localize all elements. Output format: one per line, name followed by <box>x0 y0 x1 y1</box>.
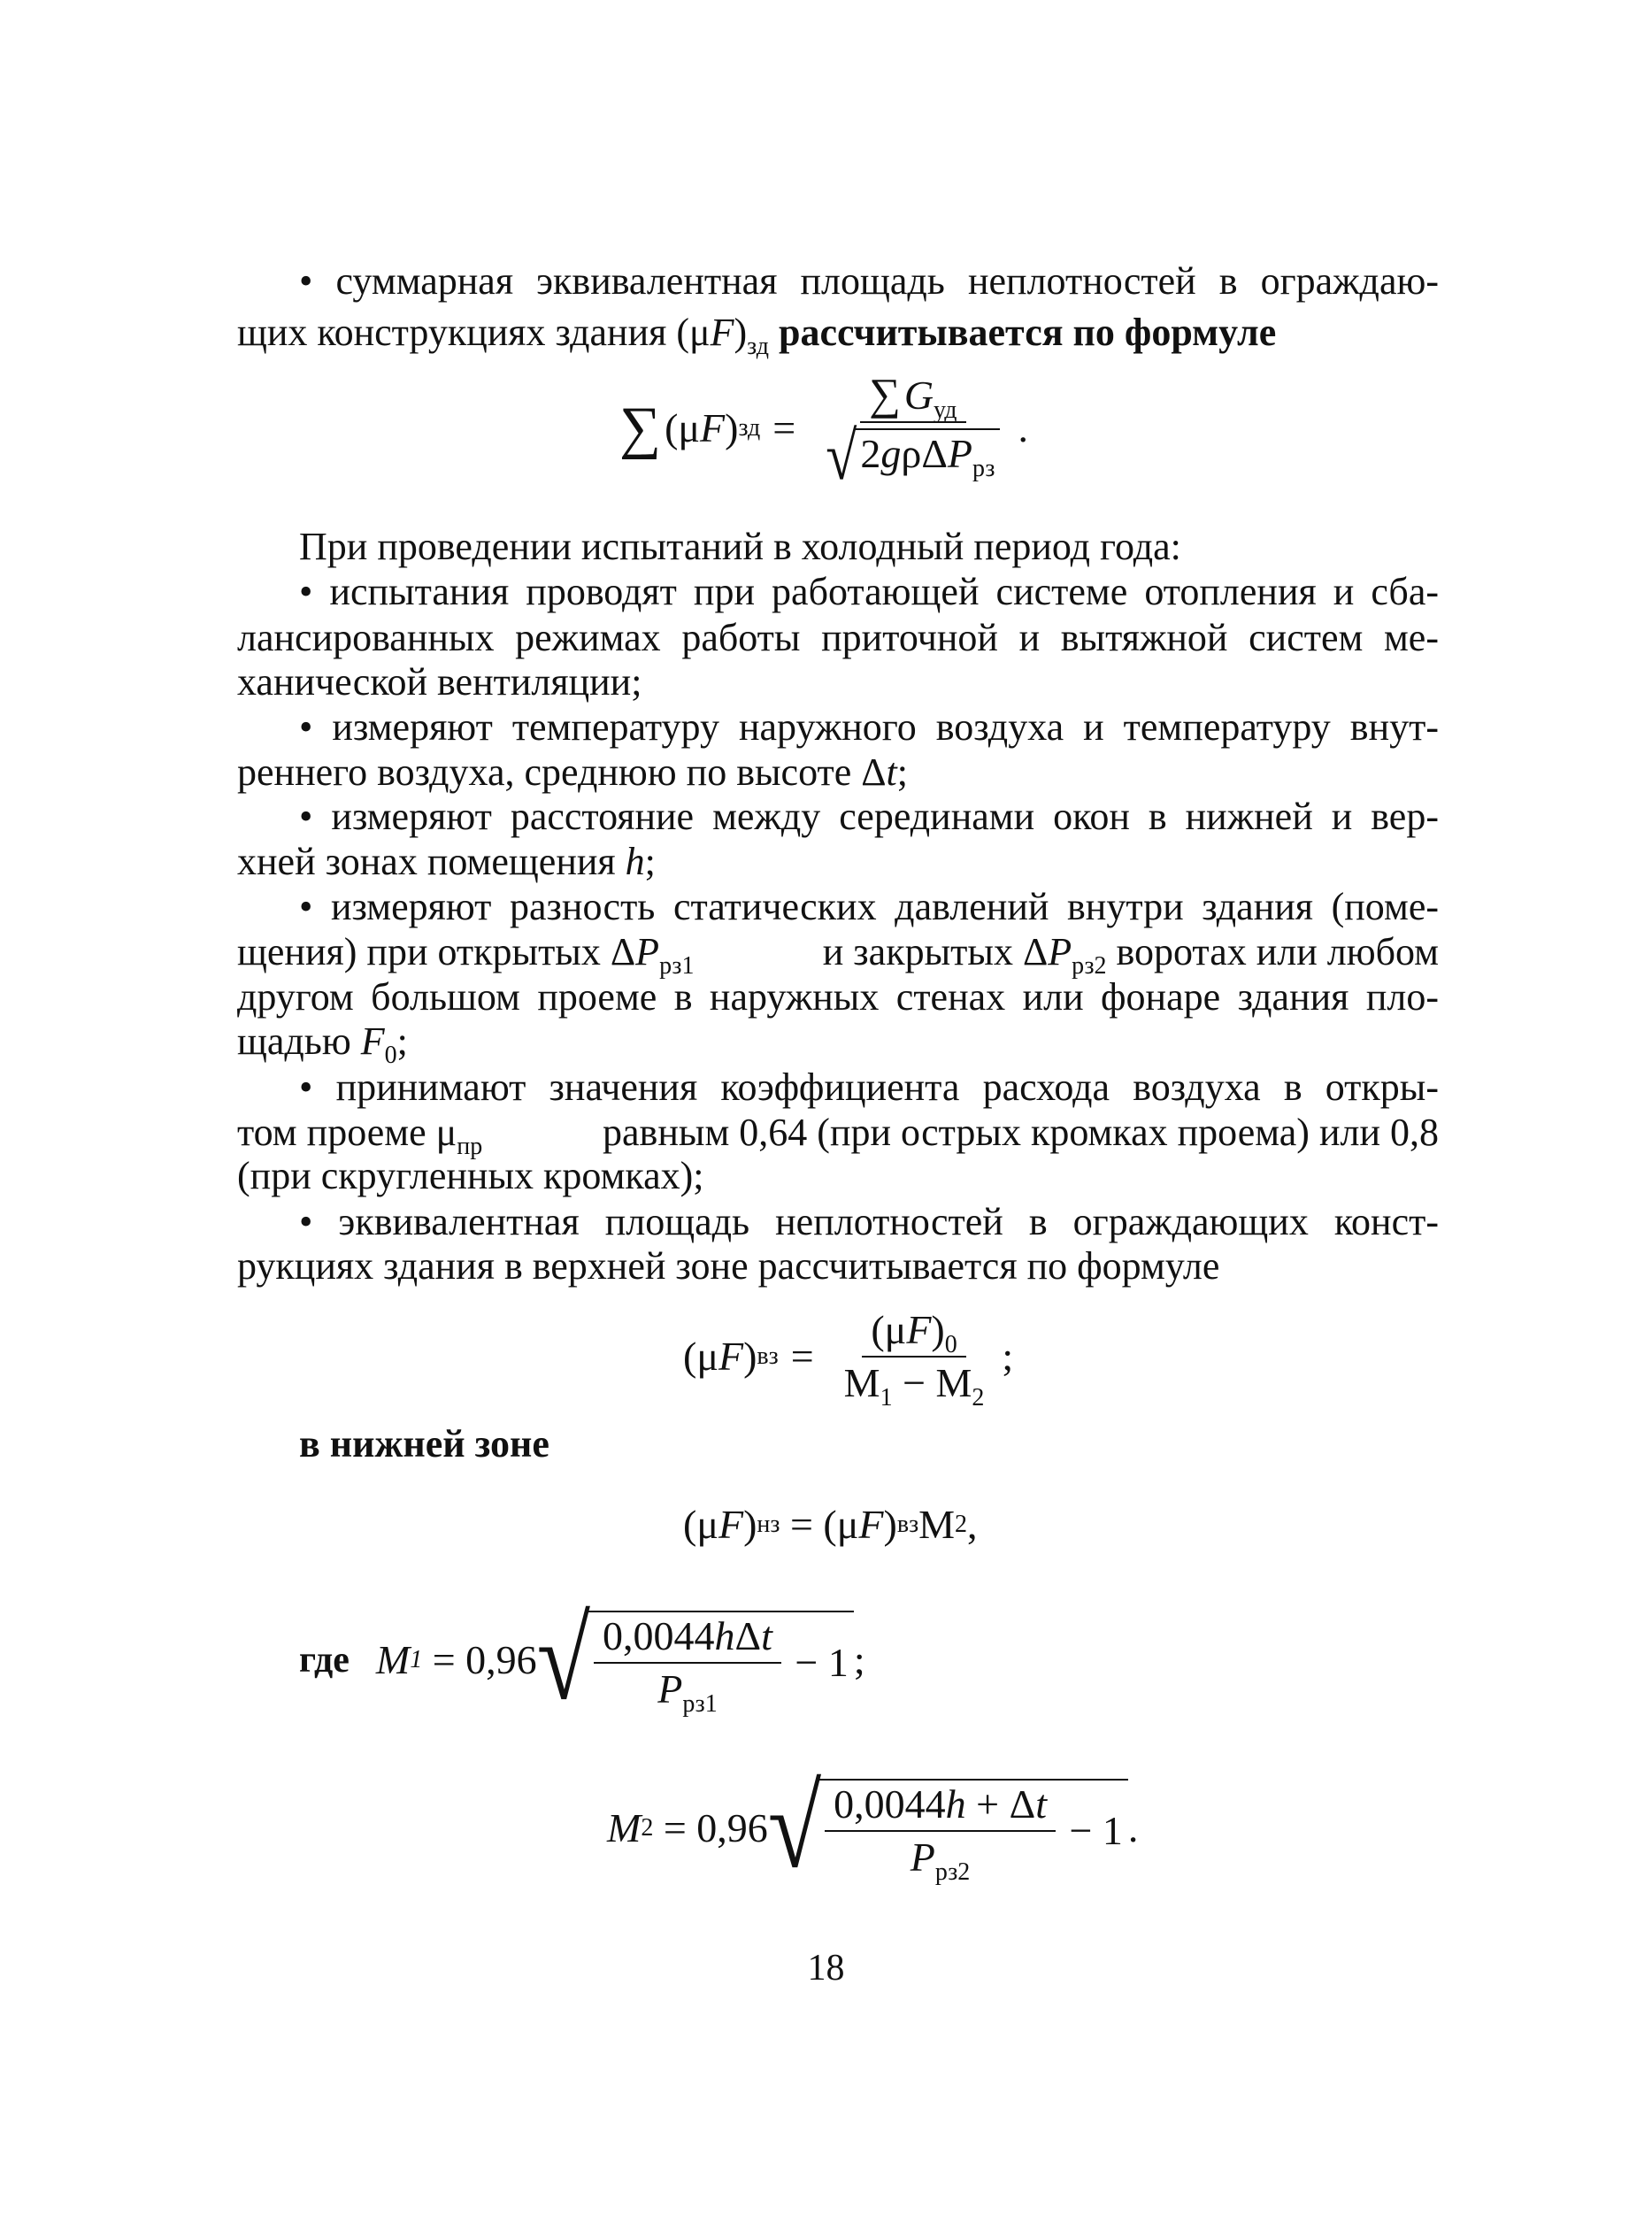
variable-P: P <box>635 930 660 973</box>
fraction <box>594 1613 781 1718</box>
subscript: 0 <box>384 1042 397 1069</box>
radical-sign: √ <box>536 1594 591 1724</box>
bullet-1-line-3 <box>237 659 1439 705</box>
math-text: (μ <box>823 1502 859 1547</box>
text: щих конструкциях здания ( <box>237 311 690 354</box>
math-text: 2 <box>860 431 881 476</box>
text: • измеряют разность статических давлений внутри здания (поме- <box>299 885 1439 928</box>
punctuation: , <box>967 1502 978 1547</box>
bullet-4-line-2 <box>237 929 1439 980</box>
segment <box>237 1110 483 1160</box>
bullet-5-line-2 <box>237 1110 1439 1160</box>
text: и закрытых Δ <box>822 930 1049 973</box>
variable-F: F <box>718 1334 744 1379</box>
bullet-2-line-2 <box>237 750 1439 796</box>
sum-symbol: ∑ <box>869 369 901 419</box>
radical-sign: √ <box>767 1762 822 1892</box>
text: • принимают значения коэффициента расхода воздуха в откры- <box>299 1065 1439 1109</box>
text: рассчитывается по формуле <box>768 311 1277 354</box>
bullet-2-line-1 <box>299 704 1439 750</box>
denominator <box>817 418 1009 494</box>
math-text: 0,0044 <box>603 1613 715 1658</box>
math-text: = 0,96 <box>653 1805 768 1850</box>
math-text: ) <box>743 1502 757 1547</box>
denominator <box>902 1832 980 1886</box>
formula-upper-zone-area: (μ F ) вз = $\frac{(\mu F)_0}{M_1 - M_2}$ ; <box>683 1307 1014 1411</box>
math-text: (μ <box>683 1334 718 1379</box>
text: • эквивалентная площадь неплотностей в ограждающих конст- <box>299 1200 1439 1243</box>
subscript: зд <box>747 333 769 360</box>
punctuation: . <box>1018 405 1028 450</box>
formula-lower-zone-area: (μ F ) нз = (μ F ) вз M 2 , <box>683 1502 978 1547</box>
subscript: рз2 <box>934 1858 971 1886</box>
subscript: пр <box>457 1133 483 1160</box>
math-text: ) <box>725 405 739 450</box>
math-text: + Δ <box>965 1781 1036 1827</box>
page-number: 18 <box>807 1948 845 1988</box>
formula-M2: M 2 = 0,96 √ $\frac{0,0044h + \Delta t}{P_{рз2}}$ − 1 . <box>607 1762 1139 1892</box>
bullet-5-line-1 <box>299 1065 1439 1111</box>
math-text: M <box>918 1502 956 1547</box>
radicand <box>819 1779 1128 1886</box>
fraction <box>825 1781 1056 1886</box>
subscript: рз <box>972 455 995 482</box>
text: в нижней зоне <box>299 1422 549 1465</box>
variable-P: P <box>910 1835 935 1880</box>
variable-t: t <box>761 1613 772 1658</box>
text: равным 0,64 (при острых кромках проема) или 0,8 <box>603 1111 1439 1154</box>
subscript: рз1 <box>659 952 695 980</box>
segment <box>822 929 1439 980</box>
math-text: (μ <box>871 1307 907 1352</box>
punctuation: . <box>1127 1805 1139 1850</box>
fraction <box>835 1307 994 1411</box>
math-text: M <box>935 1360 972 1405</box>
square-root <box>767 1762 1128 1892</box>
math-text: − 1 <box>784 1640 849 1685</box>
numerator <box>825 1781 1056 1832</box>
bullet-4-line-4 <box>237 1019 1439 1069</box>
radicand <box>855 428 1000 485</box>
variable-t: t <box>886 750 897 794</box>
math-text: (μ <box>683 1502 718 1547</box>
text: • суммарная эквивалентная площадь неплотностей в ограждаю- <box>299 259 1439 303</box>
math-text: M <box>843 1360 880 1405</box>
subscript: 0 <box>944 1331 957 1358</box>
radical-sign: √ <box>826 418 857 494</box>
variable-P: P <box>1048 930 1072 973</box>
text: щадью <box>237 1019 361 1063</box>
text: ; <box>396 1019 408 1063</box>
text: ; <box>896 750 909 794</box>
subscript: уд <box>934 396 957 424</box>
math-text: ) <box>883 1502 897 1547</box>
formula-total-equivalent-area: ∑ (μ F ) зд = $\sum G_{уд}$ √ 2gρΔP$_{рз}$ . <box>619 369 1028 494</box>
paragraph-1-line-2 <box>237 310 1439 360</box>
text: • испытания проводят при работающей системе отопления и сба- <box>299 570 1439 613</box>
lower-zone-label <box>299 1421 1501 1467</box>
subscript: рз1 <box>682 1690 718 1718</box>
sum-symbol: ∑ <box>619 396 662 460</box>
text: реннего воздуха, среднюю по высоте Δ <box>237 750 887 794</box>
variable-P: P <box>657 1666 683 1711</box>
bullet-1-line-1 <box>299 569 1439 615</box>
bullet-3-line-1 <box>299 794 1439 840</box>
variable-F: F <box>710 311 734 354</box>
numerator <box>862 1307 965 1358</box>
segment <box>237 929 695 980</box>
variable-P: P <box>947 431 973 476</box>
where-label: где <box>299 1640 350 1681</box>
bullet-4-line-1 <box>299 884 1439 930</box>
variable-M: M <box>375 1637 411 1682</box>
variable-F: F <box>360 1019 385 1063</box>
text: лансированных режимах работы приточной и вытяжной систем ме- <box>237 616 1439 659</box>
text: • измеряют расстояние между серединами окон в нижней и вер- <box>299 795 1439 838</box>
bullet-6-line-1 <box>299 1199 1439 1245</box>
formula-M1: где M 1 = 0,96 √ $\frac{\text{0,0044hΔt}}{P_{рз1}}$ − 1 ; <box>299 1594 865 1724</box>
subscript: 2 <box>972 1384 985 1411</box>
text: другом большом проеме в наружных стенах или фонаре здания пло- <box>237 975 1439 1019</box>
radicand <box>588 1611 854 1718</box>
math-text: ) <box>743 1334 757 1379</box>
fraction <box>817 369 1009 494</box>
text: ханической вентиляции; <box>237 660 642 704</box>
variable-h: h <box>945 1781 966 1827</box>
mu-symbol: μ <box>689 311 711 354</box>
equals-sign: = <box>780 1502 824 1547</box>
punctuation: ; <box>1002 1334 1014 1379</box>
numerator <box>860 369 965 424</box>
variable-t: t <box>1035 1781 1047 1827</box>
variable-G: G <box>903 373 934 418</box>
variable-F: F <box>718 1502 744 1547</box>
text: хней зонах помещения <box>237 840 626 883</box>
text: щения) при открытых Δ <box>237 930 636 973</box>
text: воротах или любом <box>1106 930 1439 973</box>
bullet-3-line-2 <box>237 839 1439 885</box>
text: При проведении испытаний в холодный период года: <box>299 525 1181 568</box>
text: (при скругленных кромках); <box>237 1154 704 1197</box>
variable-h: h <box>714 1613 735 1658</box>
bullet-5-line-3 <box>237 1153 1439 1199</box>
numerator <box>594 1613 781 1664</box>
denominator <box>835 1358 994 1411</box>
math-text: 0,0044 <box>834 1781 946 1827</box>
equals-sign: = <box>790 1334 814 1379</box>
equals-sign: = <box>772 405 796 450</box>
variable-h: h <box>625 840 645 883</box>
math-text: ) <box>931 1307 945 1352</box>
denominator <box>649 1664 726 1718</box>
subscript: рз2 <box>1072 952 1107 980</box>
variable-M: M <box>607 1805 642 1850</box>
variable-g: g <box>880 431 902 476</box>
paragraph-1-line-1 <box>299 258 1439 304</box>
text: ; <box>644 840 656 883</box>
math-text: Δ <box>734 1613 762 1658</box>
math-text: = 0,96 <box>422 1637 537 1682</box>
section-intro <box>299 524 1439 570</box>
math-text: − 1 <box>1058 1808 1123 1853</box>
variable-F: F <box>700 405 726 450</box>
text: рукциях здания в верхней зоне рассчитывается по формуле <box>237 1244 1220 1288</box>
text: том проеме μ <box>237 1111 457 1154</box>
bullet-6-line-2 <box>237 1243 1439 1289</box>
square-root <box>826 418 1000 494</box>
math-text: ρΔ <box>901 431 948 476</box>
text: ) <box>734 311 748 354</box>
variable-F: F <box>858 1502 884 1547</box>
math-text: (μ <box>665 405 701 450</box>
bullet-1-line-2 <box>237 615 1439 661</box>
bullet-4-line-3 <box>237 974 1439 1020</box>
subscript: 1 <box>880 1384 893 1411</box>
variable-F: F <box>906 1307 932 1352</box>
punctuation: ; <box>853 1637 865 1682</box>
text: • измеряют температуру наружного воздуха и температуру внут- <box>299 705 1439 749</box>
minus-sign: − <box>892 1360 936 1405</box>
